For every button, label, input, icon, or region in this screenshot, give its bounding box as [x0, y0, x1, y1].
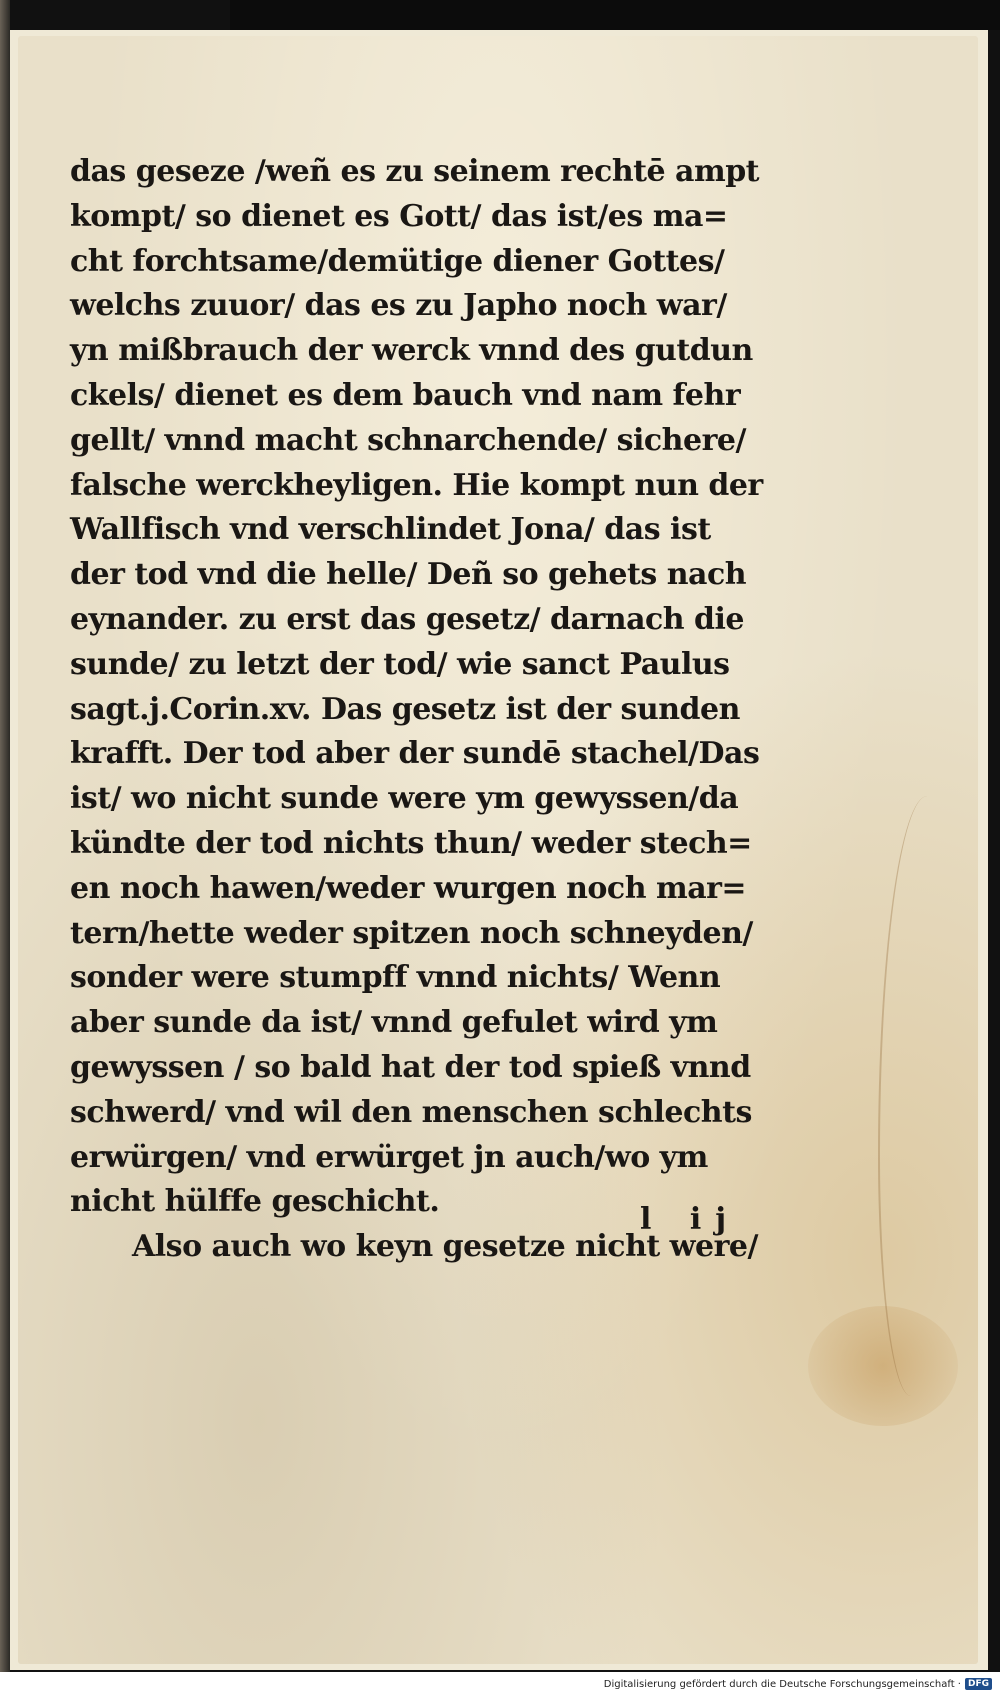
text-line: yn mißbrauch der werck vnnd des gutdun — [70, 333, 753, 369]
digitization-footer — [604, 1675, 992, 1693]
text-line-indented: Also auch wo keyn gesetze nicht were/ — [132, 1229, 758, 1265]
text-line: tern/hette weder spitzen noch schneyden/ — [70, 915, 753, 951]
text-line: schwerd/ vnd wil den menschen schlechts — [70, 1094, 752, 1130]
text-line: kündte der tod nichts thun/ weder stech= — [70, 825, 752, 861]
signature-mark: l ij — [640, 1202, 741, 1237]
text-line: sonder were stumpff vnnd nichts/ Wenn — [70, 960, 721, 996]
scan-top-strip — [230, 0, 1000, 30]
text-line: sunde/ zu letzt der tod/ wie sanct Paulus — [70, 646, 730, 682]
text-line: welchs zuuor/ das es zu Japho noch war/ — [70, 288, 727, 324]
page-crease — [878, 796, 960, 1396]
text-line: en noch hawen/weder wurgen noch mar= — [70, 870, 747, 906]
page-text — [70, 150, 810, 1270]
book-edge — [0, 0, 10, 1672]
text-line: Wallfisch vnd verschlindet Jona/ das ist — [70, 512, 711, 548]
text-line: falsche werckheyligen. Hie kompt nun der — [70, 467, 763, 503]
text-line: das geseze /weñ es zu seinem rechtē ampt — [70, 154, 760, 189]
text-line: eynander. zu erst das gesetz/ darnach die — [70, 601, 744, 637]
text-line: kompt/ so dienet es Gott/ das ist/es ma= — [70, 198, 728, 234]
text-line: gellt/ vnnd macht schnarchende/ sichere/ — [70, 422, 746, 458]
text-line: ckels/ dienet es dem bauch vnd nam fehr — [70, 377, 741, 413]
text-line: ist/ wo nicht sunde were ym gewyssen/da — [70, 781, 739, 817]
text-line: erwürgen/ vnd erwürget jn auch/wo ym — [70, 1139, 708, 1175]
text-line: cht forchtsame/demütige diener Gottes/ — [70, 243, 725, 279]
text-line: gewyssen / so bald hat der tod spieß vnnd — [70, 1049, 751, 1085]
footer-credit: Digitalisierung gefördert durch die Deutsche Forschungsgemeinschaft · — [603, 1678, 961, 1690]
text-line: nicht hülffe geschicht. — [70, 1184, 440, 1220]
dfg-logo: DFG — [965, 1678, 992, 1690]
text-line: sagt.j.Corin.xv. Das gesetz ist der sunden — [70, 691, 740, 727]
text-line: krafft. Der tod aber der sundē stachel/Das — [70, 736, 760, 772]
text-line: aber sunde da ist/ vnnd gefulet wird ym — [70, 1005, 718, 1041]
text-line: der tod vnd die helle/ Deñ so gehets nach — [70, 557, 747, 593]
